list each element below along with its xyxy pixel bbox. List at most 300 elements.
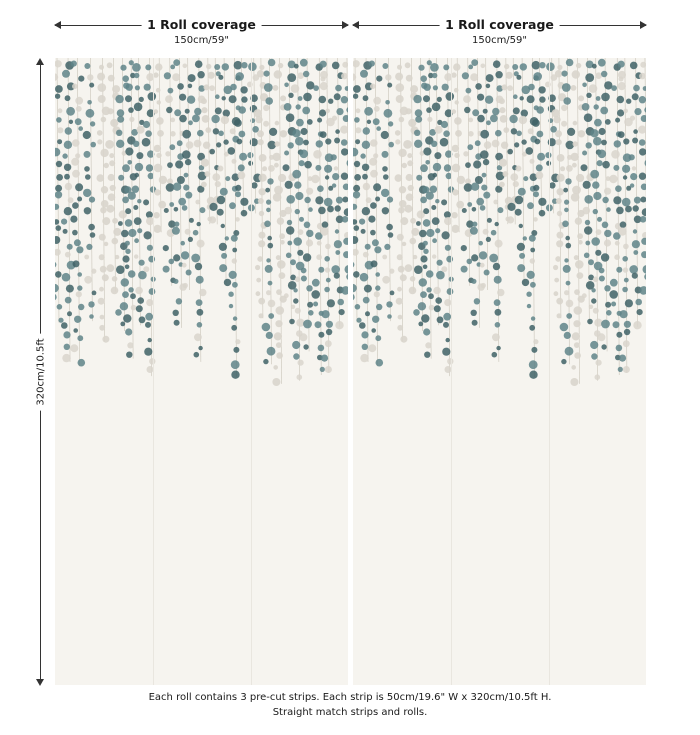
eucalyptus-leaf [90, 121, 95, 126]
eucalyptus-leaf [197, 322, 203, 328]
eucalyptus-leaf [555, 130, 562, 137]
eucalyptus-leaf [355, 127, 361, 133]
eucalyptus-leaf [100, 315, 105, 320]
eucalyptus-leaf [532, 61, 541, 70]
eucalyptus-leaf [97, 174, 105, 182]
eucalyptus-leaf [382, 276, 390, 284]
eucalyptus-leaf [633, 129, 638, 134]
eucalyptus-leaf [433, 85, 438, 90]
eucalyptus-leaf [533, 185, 539, 191]
eucalyptus-leaf [197, 71, 204, 78]
eucalyptus-leaf [238, 164, 245, 171]
eucalyptus-leaf [623, 138, 629, 144]
eucalyptus-leaf [72, 230, 78, 236]
eucalyptus-leaf [195, 60, 203, 68]
eucalyptus-leaf [363, 183, 370, 190]
eucalyptus-leaf [83, 189, 91, 197]
eucalyptus-leaf [297, 250, 303, 256]
eucalyptus-leaf [99, 65, 104, 70]
eucalyptus-leaf [584, 113, 593, 122]
eucalyptus-leaf [632, 240, 640, 248]
eucalyptus-leaf [269, 128, 277, 136]
eucalyptus-leaf [539, 62, 545, 68]
eucalyptus-leaf [634, 197, 641, 204]
eucalyptus-leaf [301, 128, 308, 135]
eucalyptus-leaf [69, 120, 73, 124]
eucalyptus-leaf [500, 115, 508, 123]
eucalyptus-leaf [443, 313, 451, 321]
eucalyptus-leaf [327, 206, 334, 213]
eucalyptus-leaf [532, 119, 540, 127]
eucalyptus-leaf [293, 353, 299, 359]
eucalyptus-leaf [617, 96, 625, 104]
eucalyptus-leaf [381, 189, 389, 197]
eucalyptus-leaf [446, 92, 455, 101]
eucalyptus-leaf [611, 150, 620, 159]
eucalyptus-leaf [492, 352, 498, 358]
eucalyptus-leaf [135, 173, 140, 178]
eucalyptus-leaf [130, 293, 136, 299]
eucalyptus-leaf [188, 237, 193, 242]
eucalyptus-leaf [408, 185, 414, 191]
eucalyptus-leaf [561, 105, 567, 111]
eucalyptus-leaf [354, 161, 360, 167]
vine-stem [131, 58, 133, 359]
eucalyptus-leaf [487, 218, 492, 223]
eucalyptus-leaf [293, 237, 302, 246]
eucalyptus-leaf [127, 160, 132, 165]
eucalyptus-leaf [72, 202, 79, 209]
eucalyptus-leaf [65, 95, 71, 101]
eucalyptus-leaf [72, 139, 80, 147]
eucalyptus-leaf [275, 320, 282, 327]
eucalyptus-leaf [574, 255, 579, 260]
eucalyptus-leaf [320, 228, 328, 236]
eucalyptus-leaf [616, 207, 624, 215]
eucalyptus-leaf [284, 103, 292, 111]
eucalyptus-leaf [235, 185, 241, 191]
eucalyptus-leaf [537, 153, 545, 161]
eucalyptus-leaf [494, 276, 502, 284]
eucalyptus-leaf [332, 183, 336, 187]
eucalyptus-leaf [191, 254, 200, 263]
eucalyptus-leaf [387, 83, 392, 88]
eucalyptus-leaf [284, 151, 289, 156]
eucalyptus-leaf [107, 108, 113, 114]
eucalyptus-leaf [317, 241, 322, 246]
eucalyptus-leaf [327, 299, 335, 307]
eucalyptus-leaf [267, 236, 272, 241]
eucalyptus-leaf [566, 165, 573, 172]
eucalyptus-leaf [139, 260, 145, 266]
eucalyptus-leaf [355, 304, 361, 310]
eucalyptus-leaf [373, 183, 381, 191]
eucalyptus-leaf [55, 204, 59, 210]
eucalyptus-leaf [461, 245, 467, 251]
eucalyptus-leaf [179, 115, 187, 123]
eucalyptus-leaf [257, 256, 263, 262]
eucalyptus-leaf [593, 192, 601, 200]
eucalyptus-leaf [181, 251, 189, 259]
eucalyptus-leaf [530, 159, 535, 164]
eucalyptus-leaf [254, 109, 262, 117]
eucalyptus-leaf [178, 198, 186, 206]
eucalyptus-leaf [640, 197, 646, 203]
eucalyptus-leaf [467, 144, 473, 150]
eucalyptus-leaf [565, 178, 571, 184]
eucalyptus-leaf [639, 173, 646, 180]
eucalyptus-leaf [421, 314, 429, 322]
eucalyptus-leaf [623, 340, 630, 347]
eucalyptus-leaf [165, 151, 170, 156]
eucalyptus-leaf [602, 197, 608, 203]
eucalyptus-leaf [302, 107, 310, 115]
eucalyptus-leaf [554, 278, 559, 283]
eucalyptus-leaf [605, 302, 611, 308]
eucalyptus-leaf [371, 260, 378, 267]
eucalyptus-leaf [298, 360, 304, 366]
eucalyptus-leaf [201, 159, 209, 167]
eucalyptus-leaf [313, 85, 319, 91]
eucalyptus-leaf [639, 73, 646, 80]
eucalyptus-leaf [408, 119, 416, 127]
eucalyptus-leaf [194, 108, 201, 115]
eucalyptus-leaf [169, 259, 175, 265]
eucalyptus-leaf [335, 250, 340, 255]
eucalyptus-leaf [360, 70, 368, 78]
eucalyptus-leaf [640, 62, 646, 68]
eucalyptus-leaf [62, 354, 70, 362]
eucalyptus-leaf [618, 71, 626, 79]
eucalyptus-leaf [472, 222, 477, 227]
eucalyptus-leaf [437, 316, 444, 323]
eucalyptus-leaf [192, 115, 200, 123]
eucalyptus-leaf [301, 268, 307, 274]
eucalyptus-leaf [632, 138, 638, 144]
eucalyptus-leaf [499, 107, 505, 113]
eucalyptus-leaf [399, 117, 405, 123]
eucalyptus-leaf [76, 291, 82, 297]
eucalyptus-leaf [486, 84, 491, 89]
eucalyptus-leaf [55, 271, 62, 278]
eucalyptus-leaf [70, 216, 77, 223]
eucalyptus-leaf [489, 254, 498, 263]
eucalyptus-leaf [116, 140, 124, 148]
eucalyptus-leaf [356, 318, 361, 323]
eucalyptus-leaf [99, 254, 105, 260]
strip-seam [251, 58, 252, 685]
eucalyptus-leaf [382, 255, 387, 260]
eucalyptus-leaf [528, 84, 535, 91]
eucalyptus-leaf [355, 139, 360, 144]
eucalyptus-leaf [266, 208, 271, 213]
eucalyptus-leaf [397, 234, 404, 241]
eucalyptus-leaf [267, 178, 273, 184]
eucalyptus-leaf [153, 72, 158, 77]
eucalyptus-leaf [125, 265, 130, 270]
eucalyptus-leaf [326, 278, 331, 283]
eucalyptus-leaf [334, 273, 340, 279]
eucalyptus-leaf [527, 202, 534, 209]
eucalyptus-leaf [451, 72, 456, 77]
eucalyptus-leaf [386, 224, 393, 231]
eucalyptus-leaf [300, 150, 309, 159]
eucalyptus-leaf [370, 170, 378, 178]
eucalyptus-leaf [125, 328, 132, 335]
eucalyptus-leaf [63, 331, 70, 338]
eucalyptus-leaf [217, 166, 223, 172]
eucalyptus-leaf [353, 204, 357, 210]
eucalyptus-leaf [301, 276, 307, 282]
eucalyptus-leaf [58, 318, 63, 323]
eucalyptus-leaf [173, 183, 181, 191]
eucalyptus-leaf [203, 142, 210, 149]
eucalyptus-leaf [304, 222, 311, 229]
eucalyptus-leaf [64, 207, 72, 215]
eucalyptus-leaf [464, 107, 470, 113]
eucalyptus-leaf [97, 139, 102, 144]
eucalyptus-leaf [494, 299, 501, 306]
eucalyptus-leaf [195, 200, 200, 205]
eucalyptus-leaf [604, 230, 611, 237]
eucalyptus-leaf [574, 306, 583, 315]
eucalyptus-leaf [169, 202, 174, 207]
eucalyptus-leaf [434, 152, 441, 159]
eucalyptus-leaf [255, 265, 260, 270]
eucalyptus-leaf [429, 305, 435, 311]
eucalyptus-leaf [564, 200, 569, 205]
eucalyptus-leaf [313, 150, 322, 159]
eucalyptus-leaf [405, 108, 411, 114]
eucalyptus-leaf [414, 140, 422, 148]
eucalyptus-leaf [370, 139, 378, 147]
eucalyptus-leaf [121, 278, 129, 286]
eucalyptus-leaf [284, 83, 289, 88]
eucalyptus-leaf [582, 103, 590, 111]
eucalyptus-leaf [465, 162, 471, 168]
eucalyptus-leaf [238, 172, 246, 180]
roll-coverage-width: 150cm/59" [173, 35, 230, 46]
eucalyptus-leaf [107, 264, 115, 272]
eucalyptus-leaf [560, 323, 569, 332]
eucalyptus-leaf [388, 232, 394, 238]
eucalyptus-leaf [419, 278, 427, 286]
eucalyptus-leaf [182, 130, 191, 139]
eucalyptus-leaf [529, 360, 538, 369]
eucalyptus-leaf [306, 239, 313, 246]
eucalyptus-leaf [248, 62, 257, 71]
eucalyptus-leaf [493, 200, 498, 205]
eucalyptus-leaf [75, 153, 80, 158]
eucalyptus-leaf [554, 291, 559, 296]
eucalyptus-leaf [387, 197, 393, 203]
eucalyptus-leaf [259, 188, 266, 195]
eucalyptus-leaf [536, 172, 544, 180]
eucalyptus-leaf [463, 95, 471, 103]
eucalyptus-leaf [353, 85, 361, 93]
eucalyptus-leaf [555, 70, 562, 77]
eucalyptus-leaf [145, 322, 151, 328]
eucalyptus-leaf [234, 119, 242, 127]
eucalyptus-leaf [362, 207, 370, 215]
eucalyptus-leaf [583, 181, 591, 189]
eucalyptus-leaf [591, 298, 596, 303]
eucalyptus-leaf [415, 109, 423, 117]
eucalyptus-leaf [536, 164, 543, 171]
eucalyptus-leaf [472, 207, 477, 212]
eucalyptus-leaf [578, 240, 583, 245]
eucalyptus-leaf [341, 148, 348, 155]
eucalyptus-leaf [126, 84, 133, 91]
eucalyptus-leaf [471, 310, 477, 316]
eucalyptus-leaf [637, 309, 643, 315]
eucalyptus-leaf [556, 198, 562, 204]
eucalyptus-leaf [125, 219, 133, 227]
eucalyptus-leaf [507, 216, 514, 223]
eucalyptus-leaf [619, 355, 626, 362]
eucalyptus-leaf [55, 294, 57, 301]
eucalyptus-leaf [118, 221, 123, 226]
eucalyptus-leaf [177, 83, 184, 90]
eucalyptus-leaf [347, 159, 349, 167]
eucalyptus-leaf [122, 164, 130, 172]
eucalyptus-leaf [197, 240, 205, 248]
eucalyptus-leaf [170, 65, 175, 70]
eucalyptus-leaf [479, 251, 487, 259]
eucalyptus-leaf [481, 283, 486, 288]
eucalyptus-leaf [435, 126, 443, 134]
eucalyptus-leaf [400, 217, 408, 225]
eucalyptus-leaf [102, 217, 110, 225]
eucalyptus-leaf [299, 333, 307, 341]
eucalyptus-leaf [78, 76, 84, 82]
eucalyptus-leaf [451, 225, 459, 233]
eucalyptus-leaf [578, 95, 584, 101]
eucalyptus-leaf [176, 298, 182, 304]
eucalyptus-leaf [220, 188, 228, 196]
eucalyptus-leaf [552, 109, 560, 117]
eucalyptus-leaf [433, 287, 441, 295]
eucalyptus-leaf [251, 182, 257, 188]
eucalyptus-leaf [107, 62, 113, 68]
eucalyptus-leaf [514, 142, 519, 147]
eucalyptus-leaf [413, 309, 420, 316]
eucalyptus-leaf [591, 288, 595, 292]
eucalyptus-leaf [297, 374, 303, 380]
eucalyptus-leaf [163, 266, 170, 273]
eucalyptus-leaf [595, 72, 602, 79]
eucalyptus-leaf [557, 188, 564, 195]
eucalyptus-leaf [520, 96, 524, 100]
eucalyptus-leaf [593, 137, 602, 146]
eucalyptus-leaf [263, 121, 269, 127]
eucalyptus-leaf [345, 86, 348, 91]
eucalyptus-leaf [117, 116, 124, 123]
eucalyptus-leaf [431, 205, 436, 210]
eucalyptus-leaf [455, 100, 459, 104]
eucalyptus-leaf [215, 181, 221, 187]
eucalyptus-leaf [189, 218, 194, 223]
eucalyptus-leaf [318, 207, 326, 215]
eucalyptus-leaf [109, 160, 115, 166]
eucalyptus-leaf [55, 236, 60, 244]
eucalyptus-leaf [609, 175, 617, 183]
eucalyptus-leaf [597, 217, 602, 222]
eucalyptus-leaf [504, 64, 509, 69]
eucalyptus-leaf [426, 192, 434, 200]
eucalyptus-leaf [324, 287, 330, 293]
eucalyptus-leaf [173, 254, 180, 261]
eucalyptus-leaf [482, 173, 487, 178]
eucalyptus-leaf [615, 118, 620, 123]
eucalyptus-leaf [128, 270, 136, 278]
eucalyptus-leaf [57, 304, 63, 310]
eucalyptus-leaf [452, 109, 457, 114]
eucalyptus-leaf [625, 299, 633, 307]
eucalyptus-leaf [623, 366, 630, 373]
eucalyptus-leaf [205, 171, 211, 177]
eucalyptus-leaf [574, 352, 581, 359]
eucalyptus-leaf [106, 205, 114, 213]
eucalyptus-leaf [424, 84, 431, 91]
eucalyptus-leaf [67, 311, 72, 316]
eucalyptus-leaf [153, 212, 159, 218]
eucalyptus-leaf [137, 126, 145, 134]
eucalyptus-leaf [405, 264, 413, 272]
eucalyptus-leaf [613, 196, 621, 204]
eucalyptus-leaf [502, 84, 508, 90]
eucalyptus-leaf [137, 228, 142, 233]
eucalyptus-leaf [325, 267, 330, 272]
eucalyptus-leaf [387, 314, 392, 319]
eucalyptus-leaf [174, 109, 181, 116]
eucalyptus-leaf [396, 95, 404, 103]
eucalyptus-leaf [600, 107, 608, 115]
eucalyptus-leaf [486, 237, 491, 242]
eucalyptus-leaf [71, 158, 79, 166]
eucalyptus-leaf [331, 265, 340, 274]
eucalyptus-leaf [287, 73, 296, 82]
eucalyptus-leaf [432, 217, 440, 225]
eucalyptus-leaf [56, 161, 62, 167]
eucalyptus-leaf [582, 151, 587, 156]
eucalyptus-leaf [182, 263, 187, 268]
eucalyptus-leaf [566, 300, 574, 308]
eucalyptus-leaf [258, 198, 264, 204]
eucalyptus-leaf [453, 63, 460, 70]
eucalyptus-leaf [136, 152, 143, 159]
eucalyptus-leaf [88, 301, 94, 307]
eucalyptus-leaf [354, 225, 360, 231]
eucalyptus-leaf [492, 333, 500, 341]
eucalyptus-leaf [624, 329, 630, 335]
eucalyptus-leaf [584, 253, 590, 259]
eucalyptus-leaf [475, 83, 482, 90]
eucalyptus-leaf [495, 71, 502, 78]
eucalyptus-leaf [623, 267, 628, 272]
eucalyptus-leaf [222, 96, 226, 100]
eucalyptus-leaf [523, 236, 527, 240]
eucalyptus-leaf [574, 342, 580, 348]
eucalyptus-leaf [513, 107, 520, 114]
eucalyptus-leaf [99, 234, 106, 241]
eucalyptus-leaf [219, 243, 227, 251]
eucalyptus-leaf [472, 320, 478, 326]
eucalyptus-leaf [374, 246, 381, 253]
eucalyptus-leaf [328, 99, 333, 104]
eucalyptus-leaf [606, 207, 611, 212]
eucalyptus-leaf [154, 189, 160, 195]
